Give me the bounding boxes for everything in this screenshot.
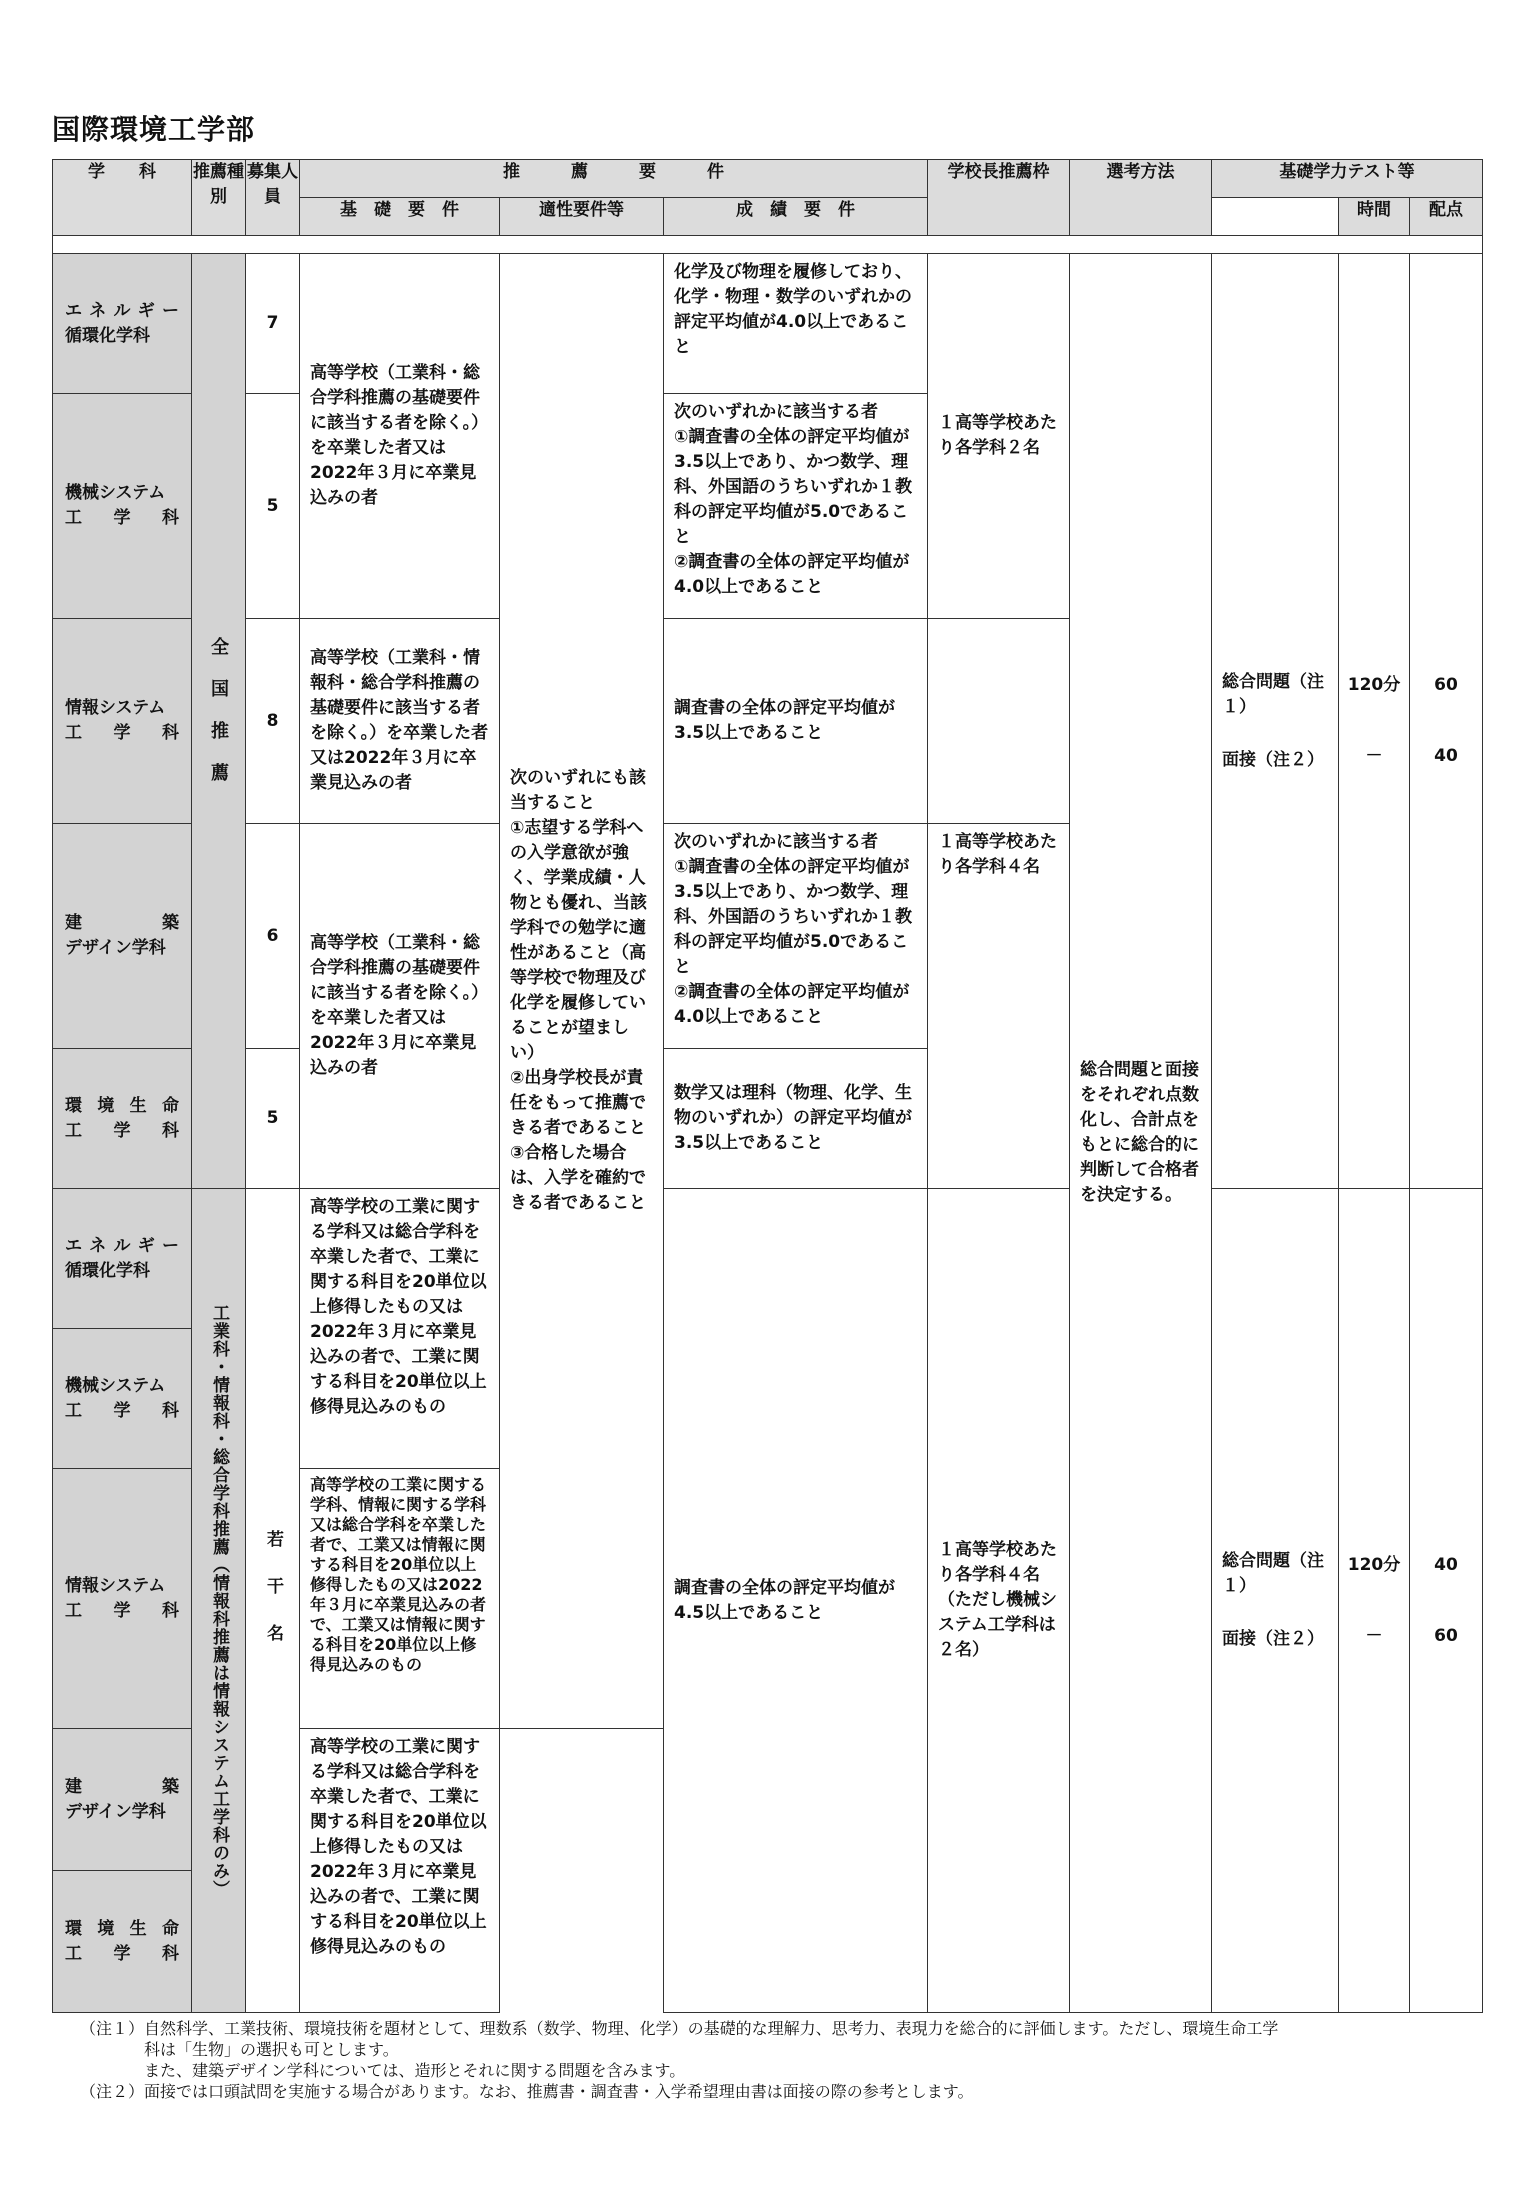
- basic-req-2b: 高等学校の工業に関する学科、情報に関する学科又は総合学科を卒業した者で、工業又は情報に関する科目を20単位以上修得したもの又は2022年３月に卒業見込みの者で、工業又は情報に関する科目を20単位以上修得見込みのもの: [300, 1469, 500, 1729]
- dept-energy-1: エネルギー 循環化学科: [53, 254, 192, 394]
- test-item-2-1: 面接（注２）: [1222, 1629, 1324, 1649]
- basic-req-1c: 高等学校（工業科・総合学科推薦の基礎要件に該当する者を除く。）を卒業した者又は2022年３月に卒業見込みの者: [300, 824, 500, 1189]
- admission-table: [52, 159, 1483, 2013]
- basic-req-1a: 高等学校（工業科・総合学科推薦の基礎要件に該当する者を除く。）を卒業した者又は2022年３月に卒業見込みの者: [300, 254, 500, 619]
- test-items-1: [1212, 254, 1339, 1189]
- capacity-energy-1: 7: [246, 254, 300, 394]
- test-times-1: [1339, 254, 1410, 1189]
- grade-req-env-1: 数学又は理科（物理、化学、生物のいずれか）の評定平均値が3.5以上であること: [664, 1049, 928, 1189]
- header-principal: 学校長推薦枠: [928, 160, 1070, 236]
- principal-1b: １高等学校あたり各学科４名: [928, 824, 1070, 1189]
- test-time-2-1: －: [1365, 1625, 1383, 1646]
- dept-mech-1: 機械システム 工学科: [53, 394, 192, 619]
- test-time-1-1: －: [1365, 746, 1383, 766]
- selection-method: 総合問題と面接をそれぞれ点数化し、合計点をもとに総合的に判断して合格者を決定する。: [1070, 254, 1212, 2013]
- dept-energy-2: エネルギー 循環化学科: [53, 1189, 192, 1329]
- header-test-item: [1212, 198, 1339, 236]
- header-basic: 基 礎 要 件: [300, 198, 500, 236]
- test-items-2: [1212, 1189, 1339, 2013]
- rec-type-national: 全国推薦: [192, 254, 246, 1189]
- test-times-2: [1339, 1189, 1410, 2013]
- test-item-1-1: 面接（注２）: [1222, 749, 1324, 770]
- note-2: （注２）面接では口頭試問を実施する場合があります。なお、推薦書・調査書・入学希望理由書は面接の際の参考とします。: [80, 2082, 974, 2101]
- grade-req-energy-1: 化学及び物理を履修しており、化学・物理・数学のいずれかの評定平均値が4.0以上であること: [664, 254, 928, 394]
- test-item-2-0: 総合問題（注１）: [1222, 1551, 1324, 1596]
- dept-mech-2: 機械システム 工学科: [53, 1329, 192, 1469]
- principal-1a: １高等学校あたり各学科２名: [928, 254, 1070, 619]
- grade-req-info-1: 調査書の全体の評定平均値が3.5以上であること: [664, 619, 928, 824]
- basic-req-2a: 高等学校の工業に関する学科又は総合学科を卒業した者で、工業に関する科目を20単位以上修得したもの又は2022年３月に卒業見込みの者で、工業に関する科目を20単位以上修得見込みのもの: [300, 1189, 500, 1469]
- test-time-1-0: 120分: [1347, 675, 1401, 695]
- basic-req-2c: 高等学校の工業に関する学科又は総合学科を卒業した者で、工業に関する科目を20単位以上修得したもの又は2022年３月に卒業見込みの者で、工業に関する科目を20単位以上修得見込みのもの: [300, 1729, 500, 2013]
- header-time: 時間: [1339, 198, 1410, 236]
- test-point-1-1: 40: [1434, 746, 1458, 766]
- note-1b: また、建築デザイン学科については、造形とそれに関する問題を含みます。: [80, 2061, 686, 2080]
- capacity-mech-1: 5: [246, 394, 300, 619]
- dept-arch-1: 建築 デザイン学科: [53, 824, 192, 1049]
- dept-info-1: 情報システム 工学科: [53, 619, 192, 824]
- footnotes: [80, 2018, 1490, 2102]
- principal-2: １高等学校あたり各学科４名（ただし機械システム工学科は２名）: [928, 1189, 1070, 2013]
- test-point-1-0: 60: [1434, 675, 1458, 695]
- header-dept: 学 科: [53, 160, 192, 236]
- test-points-2: [1410, 1189, 1483, 2013]
- test-point-2-0: 40: [1434, 1554, 1458, 1575]
- test-time-2-0: 120分: [1347, 1554, 1401, 1575]
- test-point-2-1: 60: [1434, 1625, 1458, 1646]
- header-rec-type: 推薦種別: [192, 160, 246, 236]
- header-requirements: 推 薦 要 件: [300, 160, 928, 198]
- capacity-info-1: 8: [246, 619, 300, 824]
- header-method: 選考方法: [1070, 160, 1212, 236]
- header-test: 基礎学力テスト等: [1212, 160, 1483, 198]
- capacity-industrial: 若干名: [246, 1189, 300, 2013]
- note-1: （注１）自然科学、工業技術、環境技術を題材として、理数系（数学、物理、化学）の基礎的な理解力、思考力、表現力を総合的に評価します。ただし、環境生命工学 科は「生物」の選択も可とします。: [80, 2019, 1279, 2059]
- test-item-1-0: 総合問題（注１）: [1222, 671, 1324, 717]
- dept-info-2: 情報システム 工学科: [53, 1469, 192, 1729]
- grade-req-2: 調査書の全体の評定平均値が4.5以上であること: [664, 1189, 928, 2013]
- rec-type-industrial: 工業科・情報科・総合学科推薦（情報科推薦は情報システム工学科のみ）: [192, 1189, 246, 2013]
- test-points-1: [1410, 254, 1483, 1189]
- capacity-arch-1: 6: [246, 824, 300, 1049]
- header-aptitude: 適性要件等: [500, 198, 664, 236]
- grade-req-arch-1: 次のいずれかに該当する者 ①調査書の全体の評定平均値が3.5以上であり、かつ数学、理科、外国語のうちいずれか１教科の評定平均値が5.0であること ②調査書の全体の評定平均値が4.0以上であること: [664, 824, 928, 1049]
- dept-arch-2: 建築 デザイン学科: [53, 1729, 192, 1871]
- grade-req-mech-1: 次のいずれかに該当する者 ①調査書の全体の評定平均値が3.5以上であり、かつ数学、理科、外国語のうちいずれか１教科の評定平均値が5.0であること ②調査書の全体の評定平均値が4.0以上であること: [664, 394, 928, 619]
- header-capacity: 募集人員: [246, 160, 300, 236]
- header-points: 配点: [1410, 198, 1483, 236]
- capacity-env-1: 5: [246, 1049, 300, 1189]
- dept-env-2: 環境生命 工学科: [53, 1871, 192, 2013]
- basic-req-1b: 高等学校（工業科・情報科・総合学科推薦の基礎要件に該当する者を除く。）を卒業した者又は2022年３月に卒業見込みの者: [300, 619, 500, 824]
- page-title: 国際環境工学部: [52, 113, 256, 146]
- principal-1-empty: [928, 619, 1070, 824]
- header-grade: 成 績 要 件: [664, 198, 928, 236]
- aptitude-req: 次のいずれにも該当すること ①志望する学科への入学意欲が強く、学業成績・人物とも優れ、当該学科での勉学に適性があること（高等学校で物理及び化学を履修していることが望ましい） ②出身学校長が責任をもって推薦できる者であること ③合格した場合は、入学を確約できる者であること: [500, 254, 664, 1729]
- dept-env-1: 環境生命 工学科: [53, 1049, 192, 1189]
